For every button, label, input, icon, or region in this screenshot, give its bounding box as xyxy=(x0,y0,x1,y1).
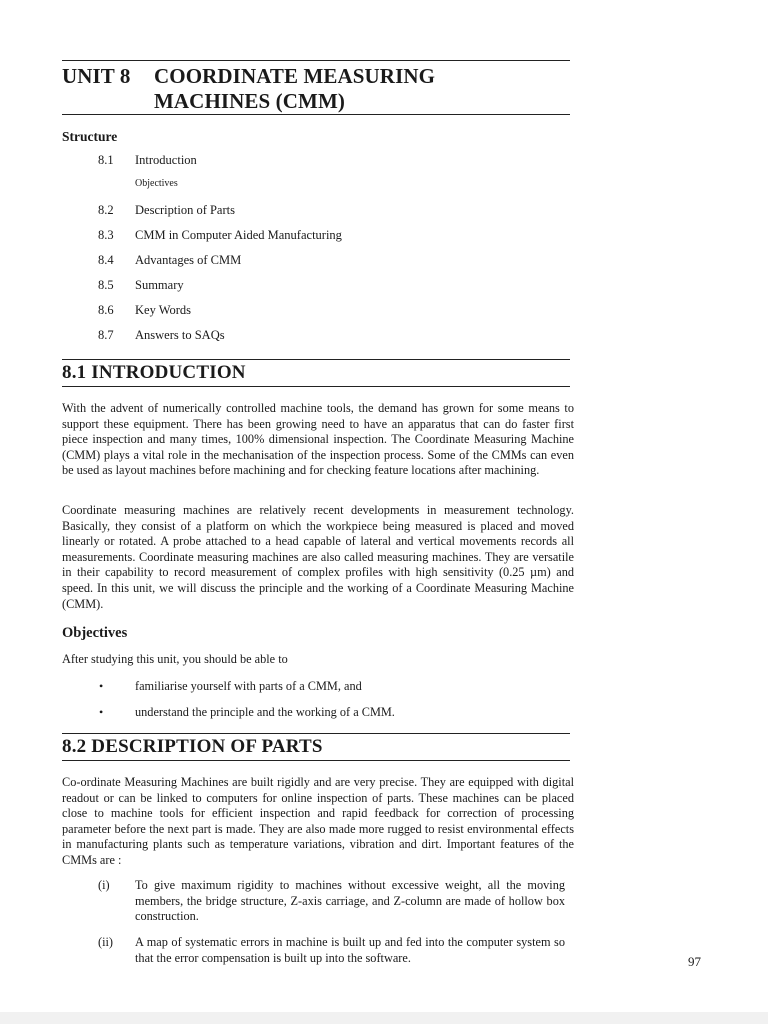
toc-item-number: 8.5 xyxy=(98,278,114,292)
toc-item-number: 8.3 xyxy=(98,228,114,242)
toc-item-label: Advantages of CMM xyxy=(135,253,242,267)
objectives-heading: Objectives xyxy=(62,625,128,641)
objective-text: familiarise yourself with parts of a CMM, and xyxy=(135,679,362,693)
toc-item-number: 8.1 xyxy=(98,153,114,167)
bullet-icon: • xyxy=(99,679,104,693)
toc-item-number: 8.2 xyxy=(98,203,114,217)
unit-title-line1: COORDINATE MEASURING xyxy=(154,64,436,88)
objectives-intro: After studying this unit, you should be able to xyxy=(62,652,288,666)
toc-item-number: 8.7 xyxy=(98,328,114,342)
toc-item-label: Summary xyxy=(135,278,184,292)
section-intro-top-rule xyxy=(62,359,570,360)
section-heading-introduction: 8.1 INTRODUCTION xyxy=(62,362,246,383)
list-item-text: A map of systematic errors in machine is built up and fed into the computer system so that the error compensation is built up into the software. xyxy=(135,935,565,965)
page-bottom-edge xyxy=(0,1012,768,1024)
parts-paragraph: Co-ordinate Measuring Machines are built rigidly and are very precise. They are equipped with digital readout or can be linked to computers for online inspection of parts. These machines can be placed close to machine tools for efficient inspection and rapid feedback for correction of processing parameter before the next part is made. They are also made more rugged to resist environmental effects in manufacturing plants such as temperature variations, vibration and dirt. Important features of the CMMs are : xyxy=(62,775,574,867)
section-heading-description-of-parts: 8.2 DESCRIPTION OF PARTS xyxy=(62,736,323,757)
unit-title-line2: MACHINES (CMM) xyxy=(154,89,345,113)
section-parts-top-rule xyxy=(62,733,570,734)
unit-title xyxy=(62,64,435,114)
toc-item-label: Answers to SAQs xyxy=(135,328,225,342)
title-underline xyxy=(62,114,570,115)
top-rule xyxy=(62,60,570,61)
section-intro-bottom-rule xyxy=(62,386,570,387)
structure-heading: Structure xyxy=(62,129,118,144)
toc-item-number: 8.4 xyxy=(98,253,114,267)
page-number: 97 xyxy=(688,954,701,969)
list-item-text: To give maximum rigidity to machines without excessive weight, all the moving members, the bridge structure, Z-axis carriage, and Z-column are made of hollow box construction. xyxy=(135,878,565,924)
section-parts-bottom-rule xyxy=(62,760,570,761)
list-marker: (ii) xyxy=(98,935,114,949)
toc-subitem-label: Objectives xyxy=(135,178,178,189)
intro-paragraph-1: With the advent of numerically controlled machine tools, the demand has grown for some means to support these equipment. There has been growing need to have an apparatus that can do faster first piece inspection and many times, 100% dimensional inspection. The Coordinate Measuring Machine (CMM) plays a vital role in the mechanisation of the inspection process. Some of the CMMs can even be used as layout machines before machining and for checking feature locations after machining. xyxy=(62,401,574,478)
toc-item-number: 8.6 xyxy=(98,303,114,317)
toc-item-label: Introduction xyxy=(135,153,197,167)
toc-item-label: CMM in Computer Aided Manufacturing xyxy=(135,228,342,242)
objective-text: understand the principle and the working of a CMM. xyxy=(135,705,395,719)
bullet-icon: • xyxy=(99,705,104,719)
toc-item-label: Description of Parts xyxy=(135,203,235,217)
list-marker: (i) xyxy=(98,878,110,892)
intro-paragraph-2: Coordinate measuring machines are relatively recent developments in measurement technology. Basically, they consist of a platform on which the workpiece being measured is placed and moved linearly or rotated. A probe attached to a head capable of lateral and vertical movements records all measurements. Coordinate measuring machines are also called measuring machines. They are versatile in their capability to record measurement of complex profiles with high sensitivity (0.25 µm) and speed. In this unit, we will discuss the principle and the working of a Coordinate Measuring Machine (CMM). xyxy=(62,503,574,611)
unit-number: UNIT 8 xyxy=(62,64,131,88)
toc-item-label: Key Words xyxy=(135,303,192,317)
